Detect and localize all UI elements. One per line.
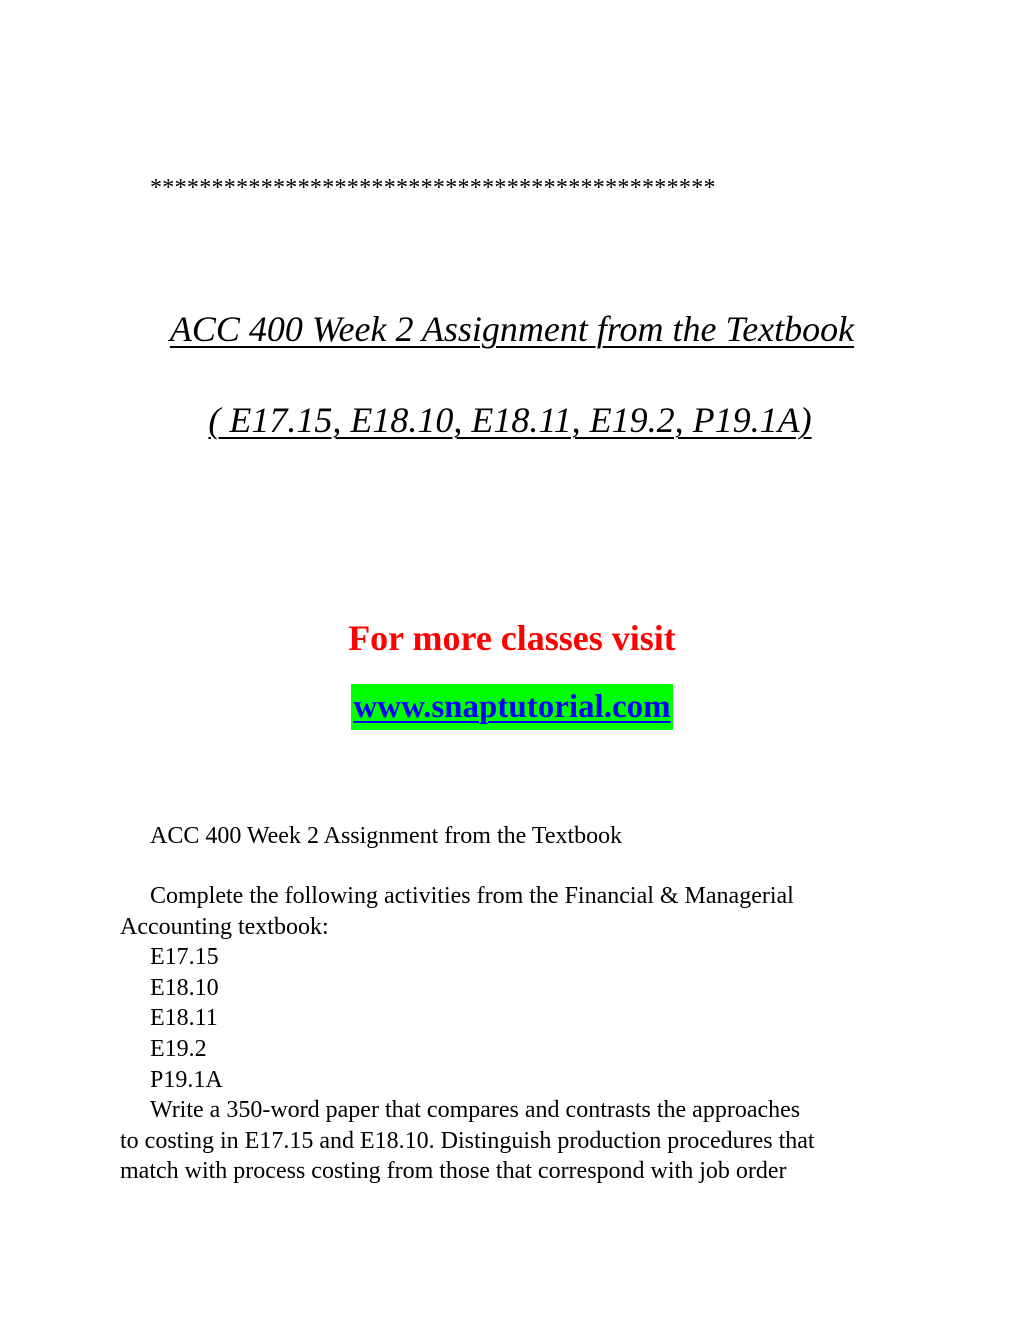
paper-line-1: Write a 350-word paper that compares and contrasts the approaches	[150, 1097, 801, 1124]
subtitle-text: ACC 400 Week 2 Assignment from the Textbook	[150, 823, 623, 849]
activity-item: E19.2	[150, 1035, 207, 1062]
activity-item: E18.11	[150, 1005, 218, 1032]
intro-line-2: Accounting textbook:	[120, 913, 329, 940]
activity-item: E17.15	[150, 944, 219, 971]
activity-item: P19.1A	[150, 1066, 223, 1093]
paper-line-2: to costing in E17.15 and E18.10. Distinguish production procedures that	[120, 1127, 815, 1154]
website-link[interactable]: www.snaptutorial.com	[351, 684, 672, 730]
title-line-2-text: ( E17.15, E18.10, E18.11, E19.2, P19.1A)	[208, 400, 812, 440]
intro-line-1: Complete the following activities from the Financial & Managerial	[150, 883, 794, 909]
assignment-subtitle	[120, 821, 920, 852]
website-link-container	[0, 684, 1024, 730]
visit-heading: For more classes visit	[348, 618, 676, 658]
assignment-instructions	[120, 881, 920, 1187]
activity-item: E18.10	[150, 974, 219, 1001]
title-line-1-text: ACC 400 Week 2 Assignment from the Textbook	[169, 309, 855, 349]
document-title-line-1	[0, 307, 1024, 351]
asterisk-separator: **********************************************	[150, 175, 716, 201]
paper-line-3: match with process costing from those that correspond with job order	[120, 1158, 787, 1185]
document-title-line-2	[0, 398, 1022, 442]
